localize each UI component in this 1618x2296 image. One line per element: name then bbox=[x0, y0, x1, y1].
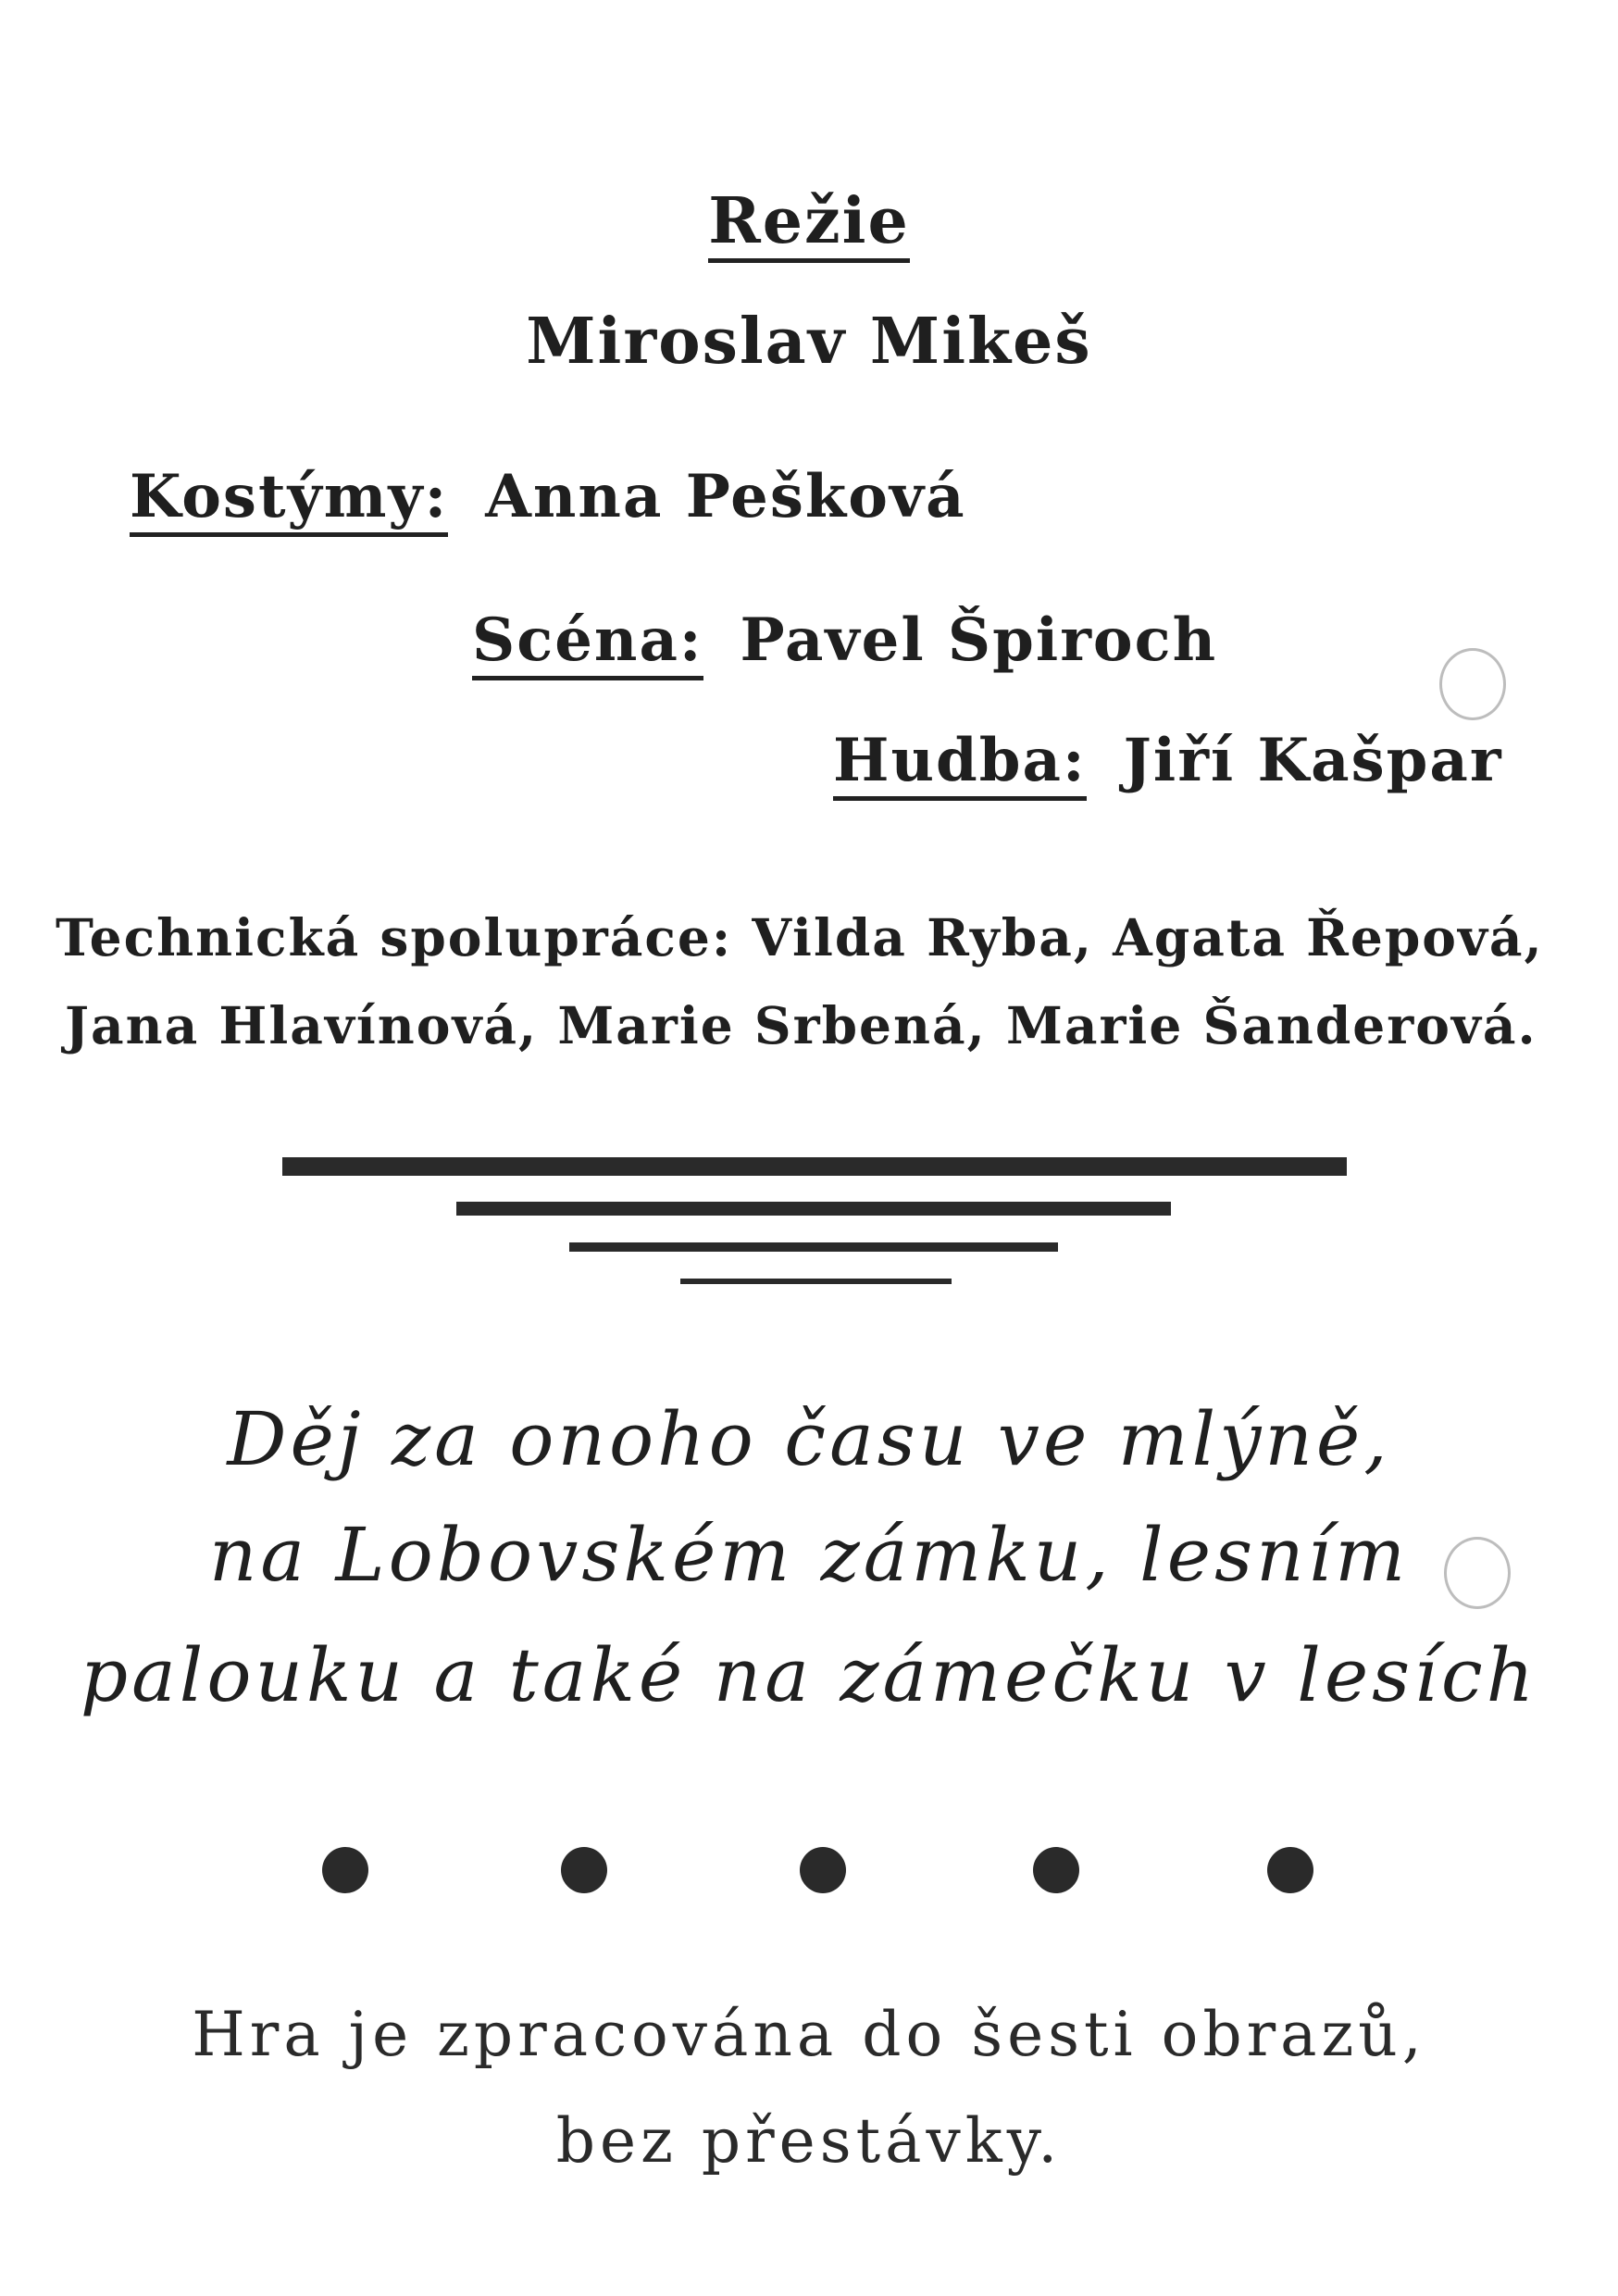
setting-line-1: Děj za onoho času ve mlýně, bbox=[227, 1396, 1391, 1482]
director-name: Miroslav Mikeš bbox=[526, 305, 1092, 379]
music-name: Jiří Kašpar bbox=[1123, 726, 1503, 795]
punch-hole bbox=[1439, 648, 1506, 720]
music-label: Hudba: bbox=[833, 731, 1087, 801]
costumes-name: Anna Pešková bbox=[485, 462, 966, 531]
ornament-dot bbox=[322, 1847, 368, 1893]
divider-bar bbox=[282, 1157, 1347, 1176]
note-line-2: bez přestávky. bbox=[555, 2105, 1063, 2177]
setting-line-3: palouku a také na zámečku v lesích bbox=[80, 1632, 1538, 1718]
ornament-dot bbox=[800, 1847, 846, 1893]
divider-bar bbox=[569, 1242, 1058, 1252]
technical-credits-line-2: Jana Hlavínová, Marie Srbená, Marie Šanderová. bbox=[65, 995, 1537, 1055]
divider-bar bbox=[456, 1202, 1171, 1216]
technical-credits-line-1: Technická spolupráce: Vilda Ryba, Agata Řepová, bbox=[56, 907, 1544, 967]
music-credit bbox=[833, 726, 1503, 801]
note-line-1: Hra je zpracována do šesti obrazů, bbox=[192, 1999, 1426, 2070]
direction-heading bbox=[0, 184, 1618, 263]
divider-bar bbox=[680, 1279, 952, 1284]
scene-label: Scéna: bbox=[472, 611, 703, 680]
setting-line-2: na Lobovském zámku, lesním bbox=[208, 1512, 1410, 1598]
costumes-credit bbox=[130, 462, 966, 537]
scene-name: Pavel Špiroch bbox=[740, 605, 1218, 675]
scene-credit bbox=[472, 605, 1218, 680]
ornament-dot bbox=[1033, 1847, 1079, 1893]
ornament-dot bbox=[1267, 1847, 1313, 1893]
direction-label: Režie bbox=[708, 190, 910, 263]
ornament-dot bbox=[561, 1847, 607, 1893]
punch-hole bbox=[1444, 1537, 1511, 1609]
costumes-label: Kostýmy: bbox=[130, 468, 448, 537]
